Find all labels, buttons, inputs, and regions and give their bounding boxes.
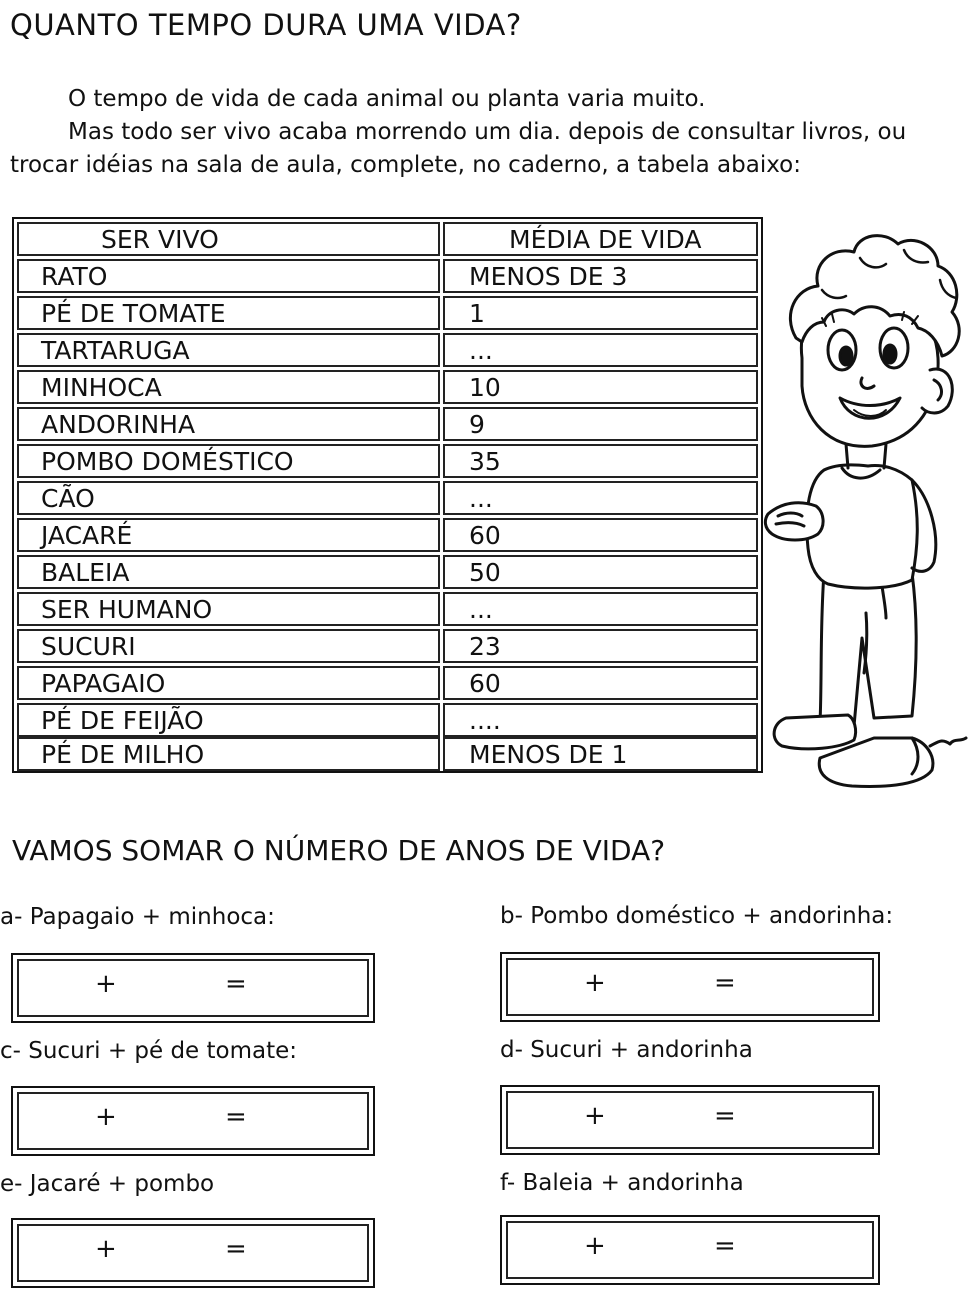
table-row bbox=[17, 481, 758, 515]
table-row bbox=[17, 444, 758, 478]
answer-box-a[interactable] bbox=[11, 953, 375, 1023]
table-row bbox=[17, 592, 758, 626]
question-b-label: b- Pombo doméstico + andorinha: bbox=[500, 903, 894, 929]
answer-box-inner bbox=[506, 1221, 874, 1279]
answer-box-d[interactable] bbox=[500, 1085, 880, 1155]
answer-box-inner bbox=[506, 1091, 874, 1149]
header-media-de-vida: MÉDIA DE VIDA bbox=[443, 222, 758, 256]
cell-media: ... bbox=[443, 481, 758, 515]
answer-box-f[interactable] bbox=[500, 1215, 880, 1285]
cell-ser-vivo: TARTARUGA bbox=[17, 333, 440, 367]
answer-box-inner bbox=[17, 959, 369, 1017]
plus-sign: + bbox=[584, 1231, 606, 1261]
table-row bbox=[17, 407, 758, 441]
lifespan-table bbox=[12, 217, 763, 773]
cell-media: 1 bbox=[443, 296, 758, 330]
cell-ser-vivo: PÉ DE MILHO bbox=[17, 737, 440, 771]
cell-media: 10 bbox=[443, 370, 758, 404]
answer-box-inner bbox=[17, 1092, 369, 1150]
question-d-label: d- Sucuri + andorinha bbox=[500, 1037, 753, 1063]
table-row bbox=[17, 737, 758, 771]
plus-sign: + bbox=[584, 1101, 606, 1131]
plus-sign: + bbox=[95, 969, 117, 999]
intro-line-1: O tempo de vida de cada animal ou planta varia muito. bbox=[68, 86, 706, 112]
intro-line-3: trocar idéias na sala de aula, complete, no caderno, a tabela abaixo: bbox=[10, 152, 801, 178]
equals-sign: = bbox=[714, 968, 736, 998]
table-row bbox=[17, 259, 758, 293]
equals-sign: = bbox=[225, 969, 247, 999]
question-f-label: f- Baleia + andorinha bbox=[500, 1170, 744, 1196]
cell-ser-vivo: PÉ DE FEIJÃO bbox=[17, 703, 440, 737]
cell-ser-vivo: ANDORINHA bbox=[17, 407, 440, 441]
cell-media: ... bbox=[443, 592, 758, 626]
cell-media: 60 bbox=[443, 666, 758, 700]
answer-box-e[interactable] bbox=[11, 1218, 375, 1288]
question-e-label: e- Jacaré + pombo bbox=[0, 1171, 215, 1197]
section-title-somar: VAMOS SOMAR O NÚMERO DE ANOS DE VIDA? bbox=[12, 834, 666, 867]
equals-sign: = bbox=[714, 1231, 736, 1261]
cell-ser-vivo: POMBO DOMÉSTICO bbox=[17, 444, 440, 478]
equals-sign: = bbox=[225, 1102, 247, 1132]
question-c-label: c- Sucuri + pé de tomate: bbox=[0, 1038, 298, 1064]
cell-ser-vivo: JACARÉ bbox=[17, 518, 440, 552]
cartoon-boy-illustration bbox=[762, 218, 976, 796]
answer-box-b[interactable] bbox=[500, 952, 880, 1022]
cell-ser-vivo: MINHOCA bbox=[17, 370, 440, 404]
cell-ser-vivo: RATO bbox=[17, 259, 440, 293]
cell-media: 60 bbox=[443, 518, 758, 552]
cell-media: MENOS DE 1 bbox=[443, 737, 758, 771]
table-row bbox=[17, 370, 758, 404]
plus-sign: + bbox=[584, 968, 606, 998]
cell-ser-vivo: CÃO bbox=[17, 481, 440, 515]
cell-ser-vivo: PAPAGAIO bbox=[17, 666, 440, 700]
table-row bbox=[17, 703, 758, 737]
cell-ser-vivo: PÉ DE TOMATE bbox=[17, 296, 440, 330]
cell-media: .... bbox=[443, 703, 758, 737]
cell-media: MENOS DE 3 bbox=[443, 259, 758, 293]
answer-box-c[interactable] bbox=[11, 1086, 375, 1156]
table-header-row bbox=[17, 222, 758, 256]
equals-sign: = bbox=[714, 1101, 736, 1131]
table-row bbox=[17, 333, 758, 367]
cell-media: 35 bbox=[443, 444, 758, 478]
table-row bbox=[17, 518, 758, 552]
table-row bbox=[17, 555, 758, 589]
page-title: QUANTO TEMPO DURA UMA VIDA? bbox=[10, 8, 522, 42]
cell-media: 23 bbox=[443, 629, 758, 663]
cell-media: 9 bbox=[443, 407, 758, 441]
answer-box-inner bbox=[506, 958, 874, 1016]
plus-sign: + bbox=[95, 1234, 117, 1264]
question-a-label: a- Papagaio + minhoca: bbox=[0, 904, 275, 930]
equals-sign: = bbox=[225, 1234, 247, 1264]
cell-ser-vivo: SER HUMANO bbox=[17, 592, 440, 626]
plus-sign: + bbox=[95, 1102, 117, 1132]
cell-ser-vivo: SUCURI bbox=[17, 629, 440, 663]
table-row bbox=[17, 629, 758, 663]
header-ser-vivo: SER VIVO bbox=[17, 222, 440, 256]
answer-box-inner bbox=[17, 1224, 369, 1282]
table-row bbox=[17, 296, 758, 330]
cell-ser-vivo: BALEIA bbox=[17, 555, 440, 589]
cell-media: 50 bbox=[443, 555, 758, 589]
cell-media: ... bbox=[443, 333, 758, 367]
intro-line-2: Mas todo ser vivo acaba morrendo um dia. depois de consultar livros, ou bbox=[68, 119, 907, 145]
table-row bbox=[17, 666, 758, 700]
